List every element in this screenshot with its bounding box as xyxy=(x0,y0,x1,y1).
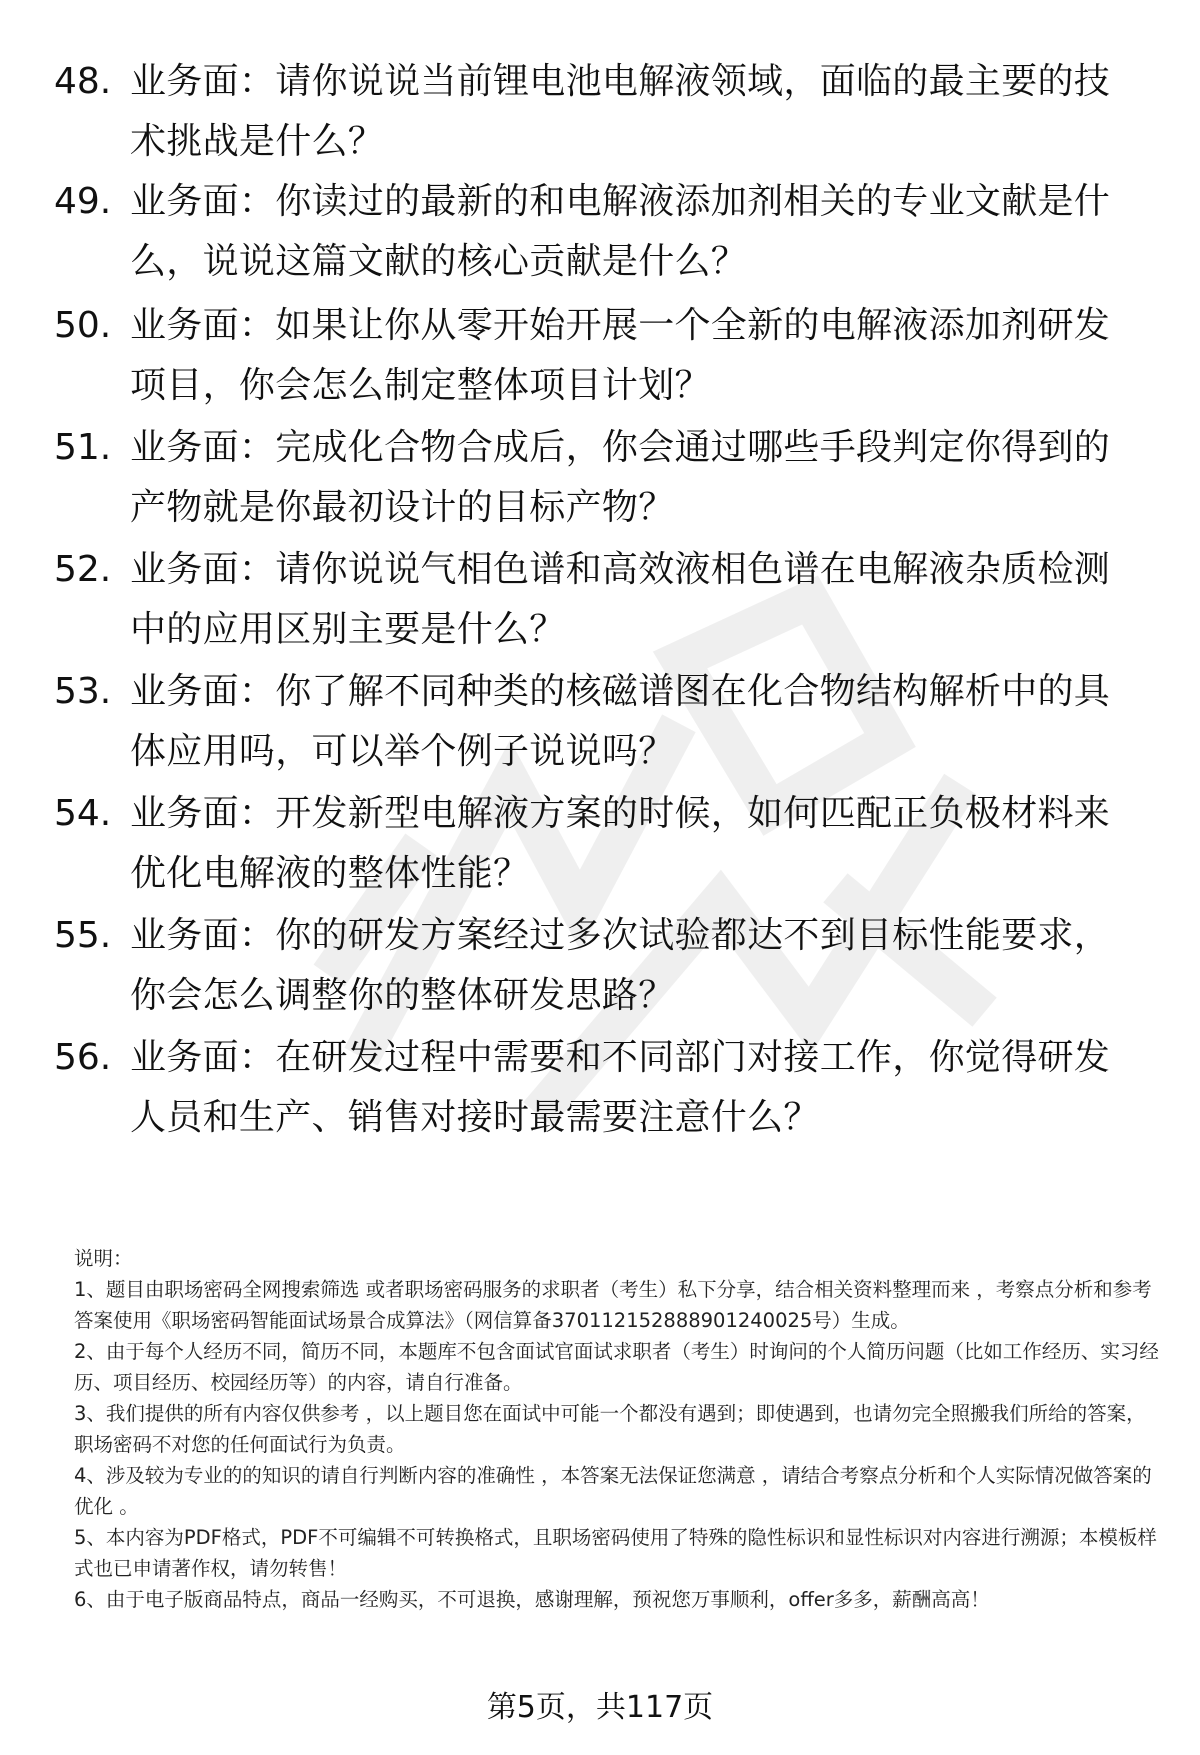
question-text: 业务面：在研发过程中需要和不同部门对接工作，你觉得研发人员和生产、销售对接时最需要注意什么？ xyxy=(130,1037,1111,1138)
question-text: 业务面：你的研发方案经过多次试验都达不到目标性能要求，你会怎么调整你的整体研发思路？ xyxy=(130,915,1111,1016)
question-text: 业务面：你了解不同种类的核磁谱图在化合物结构解析中的具体应用吗，可以举个例子说说吗？ xyxy=(130,671,1111,772)
question-number: 52. xyxy=(54,549,112,590)
question-item xyxy=(0,52,1200,172)
note-item: 4、涉及较为专业的的知识的请自行判断内容的准确性 ，本答案无法保证您满意 ，请结合考察点分析和个人实际情况做答案的优化 。 xyxy=(74,1464,1152,1518)
question-number: 50. xyxy=(54,305,112,346)
question-number: 49. xyxy=(54,181,112,222)
question-text: 业务面：开发新型电解液方案的时候，如何匹配正负极材料来优化电解液的整体性能？ xyxy=(130,793,1111,894)
question-number: 55. xyxy=(54,915,112,956)
question-text: 业务面：请你说说当前锂电池电解液领域，面临的最主要的技术挑战是什么？ xyxy=(130,61,1111,162)
page-number: 第5页，共117页 xyxy=(486,1690,714,1725)
question-number: 51. xyxy=(54,427,112,468)
question-item xyxy=(0,662,1200,782)
question-number: 56. xyxy=(54,1037,112,1078)
note-item: 6、由于电子版商品特点，商品一经购买，不可退换，感谢理解，预祝您万事顺利，offer多多，薪酬高高！ xyxy=(74,1588,990,1611)
note-item: 2、由于每个人经历不同，简历不同，本题库不包含面试官面试求职者（考生）时询问的个人简历问题（比如工作经历、实习经历、项目经历、校园经历等）的内容，请自行准备。 xyxy=(74,1340,1159,1394)
question-text: 业务面：你读过的最新的和电解液添加剂相关的专业文献是什么，说说这篇文献的核心贡献是什么？ xyxy=(130,181,1111,282)
question-item xyxy=(0,784,1200,904)
question-text: 业务面：请你说说气相色谱和高效液相色谱在电解液杂质检测中的应用区别主要是什么？ xyxy=(130,549,1111,650)
note-item: 1、题目由职场密码全网搜索筛选 或者职场密码服务的求职者（考生）私下分享，结合相关资料整理而来 ，考察点分析和参考答案使用《职场密码智能面试场景合成算法》（网信算备370112152888901240025号）生成。 xyxy=(74,1278,1152,1332)
question-text: 业务面：完成化合物合成后，你会通过哪些手段判定你得到的产物就是你最初设计的目标产物？ xyxy=(130,427,1111,528)
notes-heading: 说明： xyxy=(74,1247,133,1270)
question-text: 业务面：如果让你从零开始开展一个全新的电解液添加剂研发项目，你会怎么制定整体项目计划？ xyxy=(130,305,1111,406)
question-item xyxy=(0,172,1200,292)
question-item xyxy=(0,1028,1200,1148)
question-item xyxy=(0,418,1200,538)
note-item: 5、本内容为PDF格式，PDF不可编辑不可转换格式，且职场密码使用了特殊的隐性标识和显性标识对内容进行溯源；本模板样式也已申请著作权，请勿转售！ xyxy=(74,1526,1157,1580)
question-number: 54. xyxy=(54,793,112,834)
note-item: 3、我们提供的所有内容仅供参考 ，以上题目您在面试中可能一个都没有遇到；即使遇到，也请勿完全照搬我们所给的答案，职场密码不对您的任何面试行为负责。 xyxy=(74,1402,1146,1456)
notes-section xyxy=(74,1243,1164,1615)
question-number: 53. xyxy=(54,671,112,712)
question-item xyxy=(0,296,1200,416)
question-item xyxy=(0,540,1200,660)
question-number: 48. xyxy=(54,61,112,102)
question-item xyxy=(0,906,1200,1026)
